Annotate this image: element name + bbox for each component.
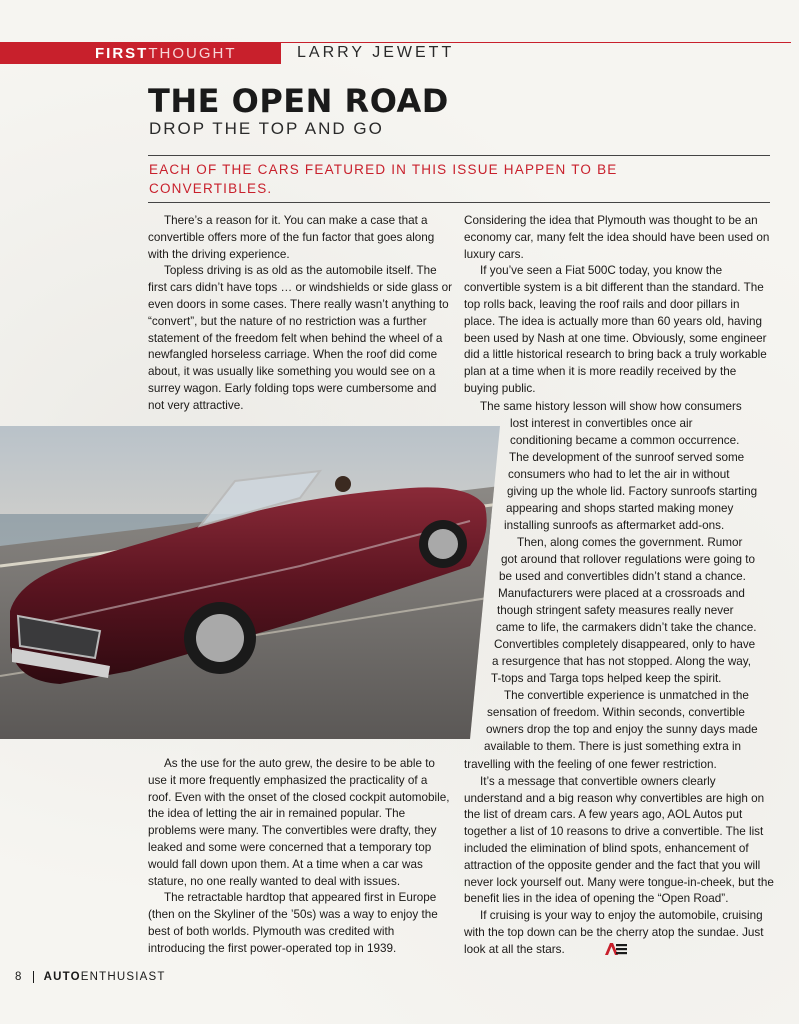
text-line: Manufacturers were placed at a crossroads and <box>498 587 745 600</box>
ae-logo-icon <box>604 942 628 961</box>
magazine-name-light: ENTHUSIAST <box>80 971 166 983</box>
text-line: The development of the sunroof served some <box>509 451 745 464</box>
text-line: The convertible experience is unmatched in the <box>504 689 749 702</box>
section-label <box>0 42 281 64</box>
page-subtitle: DROP THE TOP AND GO <box>149 119 384 138</box>
text-line: got around that rollover regulations were going to <box>501 553 756 566</box>
text-line: available to them. There is just something extra in <box>484 740 742 753</box>
page-number: 8 <box>15 971 23 983</box>
paragraph: There’s a reason for it. You can make a case that a convertible offers more of the fun factor that goes along with the driving experience. <box>148 214 435 261</box>
text-line: sensation of freedom. Within seconds, convertible <box>487 706 745 719</box>
paragraph: Topless driving is as old as the automobile itself. The first cars didn’t have tops … or windshields or side glass or even doors in some cases. There really wasn’t anything to “convert”, but the nature of no restriction was a further statement of the freedom felt when behind the wheel of a newfangled horseless carriage. When the roof did come about, it was usually like something you would see on a surrey wagon. Early folding tops were cumbersome and not very attractive. <box>148 264 453 412</box>
car-photo <box>0 426 500 739</box>
right-column-bottom <box>464 757 774 959</box>
paragraph: If cruising is your way to enjoy the automobile, cruising with the top down can be the cherry atop the sundae. Just look at all the stars. <box>464 909 764 956</box>
paragraph: Considering the idea that Plymouth was thought to be an economy car, many felt the idea should have been used on luxury cars. <box>464 214 770 261</box>
page-footer <box>15 971 166 983</box>
text-line: T-tops and Targa tops helped keep the spirit. <box>491 672 722 685</box>
text-line: be used and convertibles didn’t stand a chance. <box>499 570 746 583</box>
text-line: appearing and shops started making money <box>506 502 734 515</box>
deck-line-2: CONVERTIBLES. <box>149 181 273 196</box>
text-line: conditioning became a common occurrence. <box>510 434 740 447</box>
right-column-top <box>464 213 772 398</box>
paragraph: If you’ve seen a Fiat 500C today, you know the convertible system is a bit different than the standard. The top rolls back, leaving the roof rails and door pillars in place. The idea is actually more than 60 years old, having been used by Nash at one time. Obviously, some engineer did a little historical research to bring back a truly workable plan at a time when it is more readily received by the buying public. <box>464 264 767 395</box>
deck-rule-top <box>148 155 770 156</box>
deck-line-1: EACH OF THE CARS FEATURED IN THIS ISSUE HAPPEN TO BE <box>149 162 618 177</box>
paragraph: travelling with the feeling of one fewer restriction. <box>464 758 717 771</box>
text-line: came to life, the carmakers didn’t take the chance. <box>496 621 757 634</box>
section-label-bold: FIRST <box>95 44 149 62</box>
deck-rule-bottom <box>148 202 770 203</box>
text-line: though stringent safety measures really never <box>497 604 734 617</box>
text-line: giving up the whole lid. Factory sunroofs starting <box>507 485 758 498</box>
text-line: a resurgence that has not stopped. Along the way, <box>492 655 752 668</box>
left-column-top <box>148 213 453 415</box>
magazine-name <box>44 971 166 983</box>
text-line: consumers who had to let the air in without <box>508 468 730 481</box>
deck-text <box>149 160 709 198</box>
text-line: Then, along comes the government. Rumor <box>517 536 743 549</box>
text-line: Convertibles completely disappeared, only to have <box>494 638 756 651</box>
left-column-bottom <box>148 756 453 958</box>
text-line: owners drop the top and enjoy the sunny days made <box>486 723 758 736</box>
section-label-light: THOUGHT <box>148 44 237 62</box>
header-rule <box>281 42 791 43</box>
footer-divider <box>33 971 34 983</box>
text-line: lost interest in convertibles once air <box>510 417 693 430</box>
author-byline: LARRY JEWETT <box>297 44 455 61</box>
page-title: THE OPEN ROAD <box>148 82 449 120</box>
paragraph: The retractable hardtop that appeared first in Europe (then on the Skyliner of the ’50s) was a way to enjoy the best of both worlds. Plymouth was credited with introducing the first power-operated top in 1939. <box>148 891 438 955</box>
text-line: The same history lesson will show how consumers <box>480 400 742 413</box>
paragraph: It’s a message that convertible owners clearly understand and a big reason why convertibles are high on the list of dream cars. A few years ago, AOL Autos put together a list of 10 reasons to drive a convertible. The list included the elimination of blind spots, enhancement of attraction of the opposite gender and the fact that you will never lock yourself out. Many were tongue-in-cheek, but the benefit lies in the idea of opening the “Open Road”. <box>464 774 774 906</box>
magazine-name-bold: AUTO <box>43 971 81 983</box>
paragraph: As the use for the auto grew, the desire to be able to use it more frequently emphasized the practicality of a roof. Even with the onset of the closed cockpit automobile, the idea of letting the air in remained popular. The problems were many. The convertibles were drafty, they leaked and some were concerned that a temporary top would fall down upon them. At a time when a car was stature, no one really wanted to deal with issues. <box>148 757 450 888</box>
text-line: installing sunroofs as aftermarket add-ons. <box>504 519 725 532</box>
convertible-car-image <box>0 426 500 739</box>
